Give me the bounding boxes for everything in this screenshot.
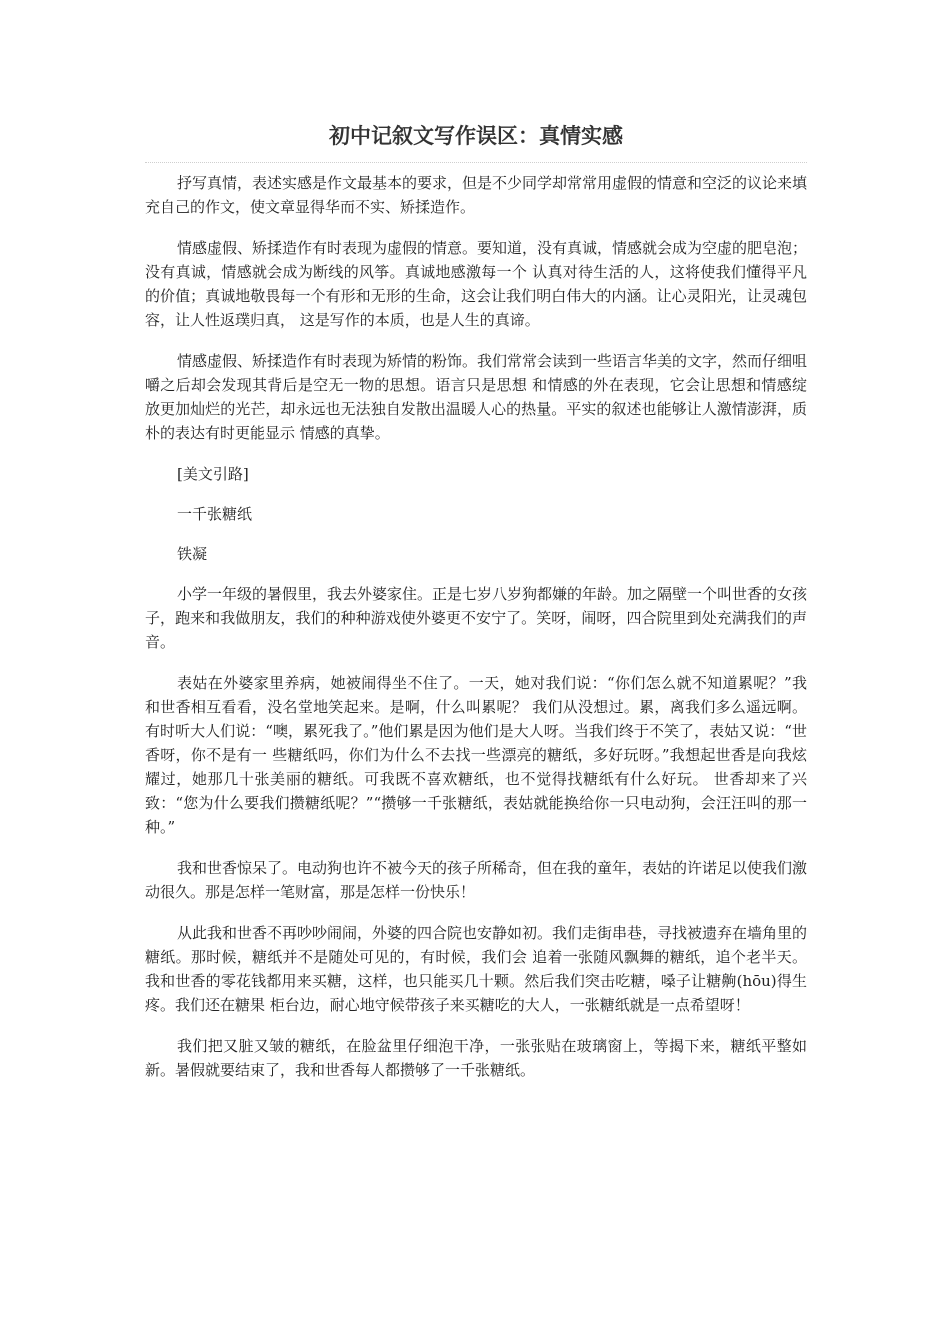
- essay-paragraph-2: 表姑在外婆家里养病，她被闹得坐不住了。一天，她对我们说：“你们怎么就不知道累呢？”我和世香相互看看，没名堂地笑起来。是啊，什么叫累呢？ 我们从没想过。累，离我们多么遥远啊。有时听大人们说：“噢，累死我了。”他们累是因为他们是大人呀。当我们终于不笑了，表姑又说：“世香呀，你不是有一 些糖纸吗，你们为什么不去找一些漂亮的糖纸，多好玩呀。”我想起世香是向我炫耀过，她那几十张美丽的糖纸。可我既不喜欢糖纸，也不觉得找糖纸有什么好玩。 世香却来了兴致：“您为什么要我们攒糖纸呢？”“攒够一千张糖纸，表姑就能换给你一只电动狗，会汪汪叫的那一种。”: [145, 674, 807, 836]
- essay-paragraph-1: 小学一年级的暑假里，我去外婆家住。正是七岁八岁狗都嫌的年龄。加之隔壁一个叫世香的女孩子，跑来和我做朋友，我们的种种游戏使外婆更不安宁了。笑呀，闹呀，四合院里到处充满我们的声音。: [145, 585, 808, 651]
- paragraph-embellishment: 情感虚假、矫揉造作有时表现为矫情的粉饰。我们常常会读到一些语言华美的文字，然而仔细咀嚼之后却会发现其背后是空无一物的思想。语言只是思想 和情感的外在表现，它会让思想和情感绽放更加灿烂的光芒，却永远也无法独自发散出温暖人心的热量。平实的叙述也能够让人激情澎湃，质朴的表达有时更能显示 情感的真挚。: [145, 352, 808, 442]
- essay-paragraph-5: 我们把又脏又皱的糖纸，在脸盆里仔细泡干净，一张张贴在玻璃窗上，等揭下来，糖纸平整如新。暑假就要结束了，我和世香每人都攒够了一千张糖纸。: [145, 1037, 807, 1079]
- essay-title: 一千张糖纸: [177, 505, 253, 523]
- essay-paragraph-4: 从此我和世香不再吵吵闹闹，外婆的四合院也安静如初。我们走街串巷，寻找被遗弃在墙角里的糖纸。那时候，糖纸并不是随处可见的，有时候，我们会 追着一张随风飘舞的糖纸，追个老半天。我和世香的零花钱都用来买糖，这样，也只能买几十颗。然后我们突击吃糖，嗓子让糖齁(hōu)得生疼。我们还在糖果 柜台边，耐心地守候带孩子来买糖吃的大人，一张糖纸就是一点希望呀！: [145, 924, 808, 1014]
- article-title: 初中记叙文写作误区：真情实感: [329, 123, 623, 148]
- document-page: [145, 116, 807, 1099]
- essay-author: 铁凝: [177, 545, 208, 563]
- paragraph-intro: 抒写真情，表述实感是作文最基本的要求，但是不少同学却常常用虚假的情意和空泛的议论来填充自己的作文，使文章显得华而不实、矫揉造作。: [145, 174, 808, 216]
- title-divider: [145, 162, 807, 163]
- paragraph-false-sentiment: 情感虚假、矫揉造作有时表现为虚假的情意。要知道，没有真诚，情感就会成为空虚的肥皂泡；没有真诚，情感就会成为断线的风筝。真诚地感激每一个 认真对待生活的人，这将使我们懂得平凡的价值；真诚地敬畏每一个有形和无形的生命，这会让我们明白伟大的内涵。让心灵阳光，让灵魂包容，让人性返璞归真， 这是写作的本质，也是人生的真谛。: [145, 239, 808, 329]
- essay-paragraph-3: 我和世香惊呆了。电动狗也许不被今天的孩子所稀奇，但在我的童年，表姑的许诺足以使我们激动很久。那是怎样一笔财富，那是怎样一份快乐！: [145, 859, 808, 901]
- section-heading: [美文引路]: [177, 465, 249, 483]
